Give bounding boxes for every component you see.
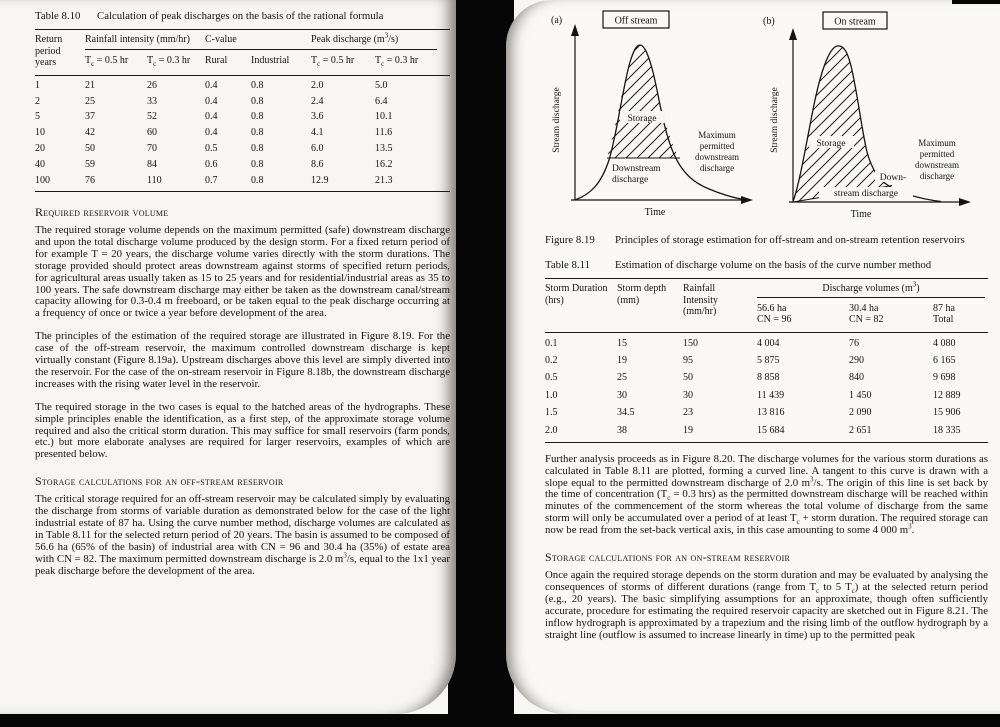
table-cell: 1.5 [545,407,558,419]
table-811-header [545,278,988,333]
table-cell: 0.2 [545,355,558,367]
section-heading-required-reservoir-volume: Required reservoir volume [35,204,169,219]
right-page-content [506,0,1000,722]
section-heading-onstream-calculations: Storage calculations for an on-stream reservoir [545,550,791,565]
table-row [545,387,988,404]
table-row [545,421,988,438]
figure-819 [545,8,988,220]
table-810-label: Table 8.10 [35,10,81,22]
figure-819-caption-text: Principles of storage estimation for off-stream and on-stream retention reservoirs [615,234,965,246]
scan-top-right-edge [952,0,1000,4]
max-permitted-label: Maximum [918,138,956,148]
column-subheader: $T_c = 0.5$ hr [85,55,129,69]
table-row [35,141,450,157]
table-cell: 40 [35,158,45,170]
table-cell: 0.4 [205,79,218,91]
table-cell: 8 858 [757,372,780,384]
column-subheader: 87 ha Total [933,302,955,325]
table-cell: 1.0 [545,389,558,401]
table-cell: 21.3 [375,174,393,186]
table-cell: 19 [617,355,627,367]
table-cell: 25 [85,95,95,107]
table-cell: 76 [85,174,95,186]
table-cell: 33 [147,95,157,107]
table-cell: 2 [35,95,40,107]
hydrograph-onstream-diagram [761,8,987,220]
max-permitted-label: downstream [915,160,959,170]
column-header: Storm depth (mm) [617,283,667,306]
table-cell: 840 [849,372,864,384]
table-cell: 11 439 [757,389,785,401]
table-cell: 2 651 [849,424,872,436]
scan-bottom-edge [0,714,1000,727]
page-gutter-shadow [448,0,514,727]
table-811-caption [545,259,988,271]
table-cell: 5.0 [375,79,388,91]
table-cell: 12 889 [933,389,961,401]
y-axis-label: Stream discharge [552,87,562,153]
paragraph: The critical storage required for an off-stream reservoir may be calculated simply by evaluating the discharge from storms of variable duration as demonstrated below for the case of the light industrial estate of 87 ha. Using the curve number method, discharge volumes are calculated as in Table 8.11 for the selected return period of 20 years. The basin is assumed to be composed of 56.6 ha (65% of the basin) of industrial area with CN = 96 and 30.4 ha (35%) of estate area with CN = 82. The maximum permitted downstream discharge is 2.0 $m^3/s$, equal to the 1x1 year peak discharge before the development of the area. [35,493,450,577]
left-page [0,0,456,714]
table-811-label: Table 8.11 [545,259,591,271]
table-810-caption [35,10,450,22]
table-cell: 95 [683,355,693,367]
table-row [35,93,450,109]
x-axis-label: Time [644,207,666,218]
table-cell: 0.8 [251,158,264,170]
table-cell: 30 [683,389,693,401]
column-subheader: 30.4 ha CN = 82 [849,302,884,325]
max-permitted-label: discharge [919,171,955,181]
hydrograph-offstream-diagram [545,8,759,220]
column-subheader: $T_c = 0.3$ hr [147,55,191,69]
table-cell: 20 [35,143,45,155]
table-cell: 4 004 [757,337,780,349]
table-cell: 0.7 [205,174,218,186]
column-header: Rainfall Intensity (mm/hr) [683,283,718,317]
column-subheader: Industrial [251,55,290,67]
column-subheader: 56.6 ha CN = 96 [757,302,792,325]
column-header: Storm Duration (hrs) [545,283,608,306]
max-permitted-label: Maximum [698,130,736,140]
downstream-discharge-label: discharge [612,175,649,185]
table-cell: 5 875 [757,355,780,367]
table-810-title: Calculation of peak discharges on the basis of the rational formula [97,10,384,22]
table-row [35,109,450,125]
table-cell: 0.8 [251,174,264,186]
table-cell: 3.6 [311,111,324,123]
table-cell: 26 [147,79,157,91]
column-subheader: Rural [205,55,228,67]
table-cell: 4.1 [311,127,324,139]
column-group-header: Discharge volumes $(m^3)$ [757,282,985,298]
table-cell: 50 [85,143,95,155]
table-cell: 52 [147,111,157,123]
table-cell: 15 [617,337,627,349]
table-row [545,335,988,352]
table-cell: 50 [683,372,693,384]
column-group-header: Rainfall intensity (mm/hr) [85,33,205,50]
table-row [35,125,450,141]
table-811-title: Estimation of discharge volume on the basis of the curve number method [615,259,932,271]
x-axis-arrow [959,198,971,206]
table-row [35,78,450,94]
table-cell: 34.5 [617,407,635,419]
table-cell: 21 [85,79,95,91]
table-cell: 6.4 [375,95,388,107]
column-subheader: $T_c = 0.5$ hr [311,55,355,69]
table-cell: 0.4 [205,111,218,123]
paragraph: The required storage in the two cases is equal to the hatched areas of the hydrographs. These simple principles enable the identification, as a first step, of the approximate storage volume required and also the critical storm duration. This may suffice for small reservoirs (farm ponds, etc.) but more elaborate analyses are required for larger reservoirs, examples of which are presented below. [35,400,450,461]
section-heading-offstream-calculations: Storage calculations for an off-stream reservoir [35,474,284,489]
figure-819-caption [545,234,988,246]
table-cell: 30 [617,389,627,401]
y-axis-arrow [571,24,579,36]
column-group-header: C-value [205,33,311,50]
table-cell: 2.0 [545,424,558,436]
right-page [506,0,1000,714]
offstream-title: Off stream [614,15,658,27]
table-cell: 16.2 [375,158,393,170]
left-page-content [0,0,456,724]
x-axis-label: Time [850,209,872,220]
table-cell: 38 [617,424,627,436]
table-cell: 0.8 [251,79,264,91]
y-axis-label: Stream discharge [770,87,780,153]
column-header: Return period years [35,34,63,68]
table-cell: 150 [683,337,698,349]
max-permitted-label: permitted [699,141,735,151]
table-cell: 0.5 [205,143,218,155]
table-cell: 9 698 [933,372,956,384]
table-cell: 0.8 [251,95,264,107]
table-cell: 23 [683,407,693,419]
table-cell: 6.0 [311,143,324,155]
table-cell: 42 [85,127,95,139]
table-810-header [35,29,450,76]
table-cell: 0.4 [205,95,218,107]
table-cell: 13 816 [757,407,785,419]
max-permitted-label: discharge [699,163,735,173]
y-axis-arrow [789,28,797,40]
table-cell: 0.4 [205,127,218,139]
table-cell: 2.0 [311,79,324,91]
table-cell: 15 906 [933,407,961,419]
table-row [545,352,988,369]
table-cell: 59 [85,158,95,170]
table-row [35,172,450,188]
table-cell: 5 [35,111,40,123]
storage-label: Storage [816,139,846,149]
table-cell: 10 [35,127,45,139]
table-row [545,404,988,421]
column-subheader: $T_c = 0.3$ hr [375,55,419,69]
table-cell: 18 335 [933,424,961,436]
table-cell: 37 [85,111,95,123]
downstream-discharge-label: stream discharge [834,189,898,199]
table-cell: 290 [849,355,864,367]
table-cell: 2 090 [849,407,872,419]
table-cell: 84 [147,158,157,170]
downstream-discharge-label: Down- [879,173,907,183]
table-cell: 76 [849,337,859,349]
figure-819-label: Figure 8.19 [545,234,595,246]
downstream-discharge-label: Downstream [612,164,661,174]
table-cell: 8.6 [311,158,324,170]
table-810-body [35,76,450,192]
table-cell: 0.1 [545,337,558,349]
table-cell: 6 165 [933,355,956,367]
table-row [545,369,988,386]
table-row [35,156,450,172]
table-cell: 15 684 [757,424,785,436]
column-group-header: Peak discharge $(m^3/s)$ [311,33,437,50]
table-cell: 1 450 [849,389,872,401]
storage-label: Storage [627,114,657,124]
table-cell: 0.5 [545,372,558,384]
x-axis-arrow [741,196,753,204]
storage-hatched-area [607,45,679,158]
table-cell: 0.8 [251,143,264,155]
paragraph: Once again the required storage depends on the storm duration and may be evaluated by analysing the consequences of storms of different durations (range from $T_c$ to 5 $T_c$) at the selected return period (e.g., 20 years). The basic simplifying assumptions for an approximate, though often sufficiently accurate, procedure for estimating the required reservoir capacity are sketched out in Figure 8.21. The inflow hydrograph is approximated by a trapezium and the rising limb of the outflow hydrograph by a straight line (outflow is assumed to increase linearly in time) up to the permitted peak [545,569,988,641]
table-cell: 10.1 [375,111,393,123]
table-cell: 0.8 [251,111,264,123]
max-permitted-label: permitted [919,149,955,159]
onstream-title: On stream [834,16,876,28]
panel-label: (b) [763,16,775,27]
table-811-body [545,333,988,443]
table-cell: 2.4 [311,95,324,107]
panel-label: (a) [551,15,563,26]
table-cell: 13.5 [375,143,393,155]
table-cell: 110 [147,174,162,186]
table-cell: 12.9 [311,174,329,186]
table-cell: 1 [35,79,40,91]
paragraph: The principles of the estimation of the required storage are illustrated in Figure 8.19. For the case of the off-stream reservoir, the maximum controlled downstream discharge is kept virtually constant (Figure 8.19a). Upstream discharges above this level are simply diverted into the reservoir. For the case of the on-stream reservoir in Figure 8.18b, the downstream discharge increases with the rising water level in the reservoir. [35,330,450,390]
table-cell: 4 080 [933,337,956,349]
table-cell: 25 [617,372,627,384]
paragraph: The required storage volume depends on the maximum permitted (safe) downstream discharge and upon the total discharge volume produced by the design storm. For a fixed return period of for example T = 20 years, the discharge volume varies directly with the storm durations. The storage provided should protect areas downstream against storms of specified return periods, for agricultural areas usually taken as 15 to 25 years and for residential/industrial areas as 35 to 100 years. The safe downstream discharge may either be taken as the downstream canal/stream capacity allowing for 0.3-0.4 m freeboard, or be taken equal to the peak discharge occurring at a frequency of once or twice a year before development of the area. [35,223,450,320]
table-cell: 0.6 [205,158,218,170]
table-cell: 70 [147,143,157,155]
table-cell: 0.8 [251,127,264,139]
table-cell: 60 [147,127,157,139]
table-cell: 11.6 [375,127,393,139]
paragraph: Further analysis proceeds as in Figure 8.20. The discharge volumes for the various storm durations as calculated in Table 8.11 are plotted, forming a curved line. A tangent to this curve is drawn with a slope equal to the permitted downstream discharge of 2.0 $m^3/s$. The origin of this line is set back by the time of concentration ($T_c = 0.3$ hrs) as the permitted downstream discharge will be reached within minutes of the commencement of the storm whereas the total volume of discharge from the same storm will only be accumulated over a period of at least $T_c$ + storm duration. The required storage can now be read from the set-back vertical axis, in this case amounting to some 4 000 $m^3$. [545,452,988,537]
table-cell: 19 [683,424,693,436]
table-cell: 100 [35,174,50,186]
max-permitted-label: downstream [695,152,739,162]
